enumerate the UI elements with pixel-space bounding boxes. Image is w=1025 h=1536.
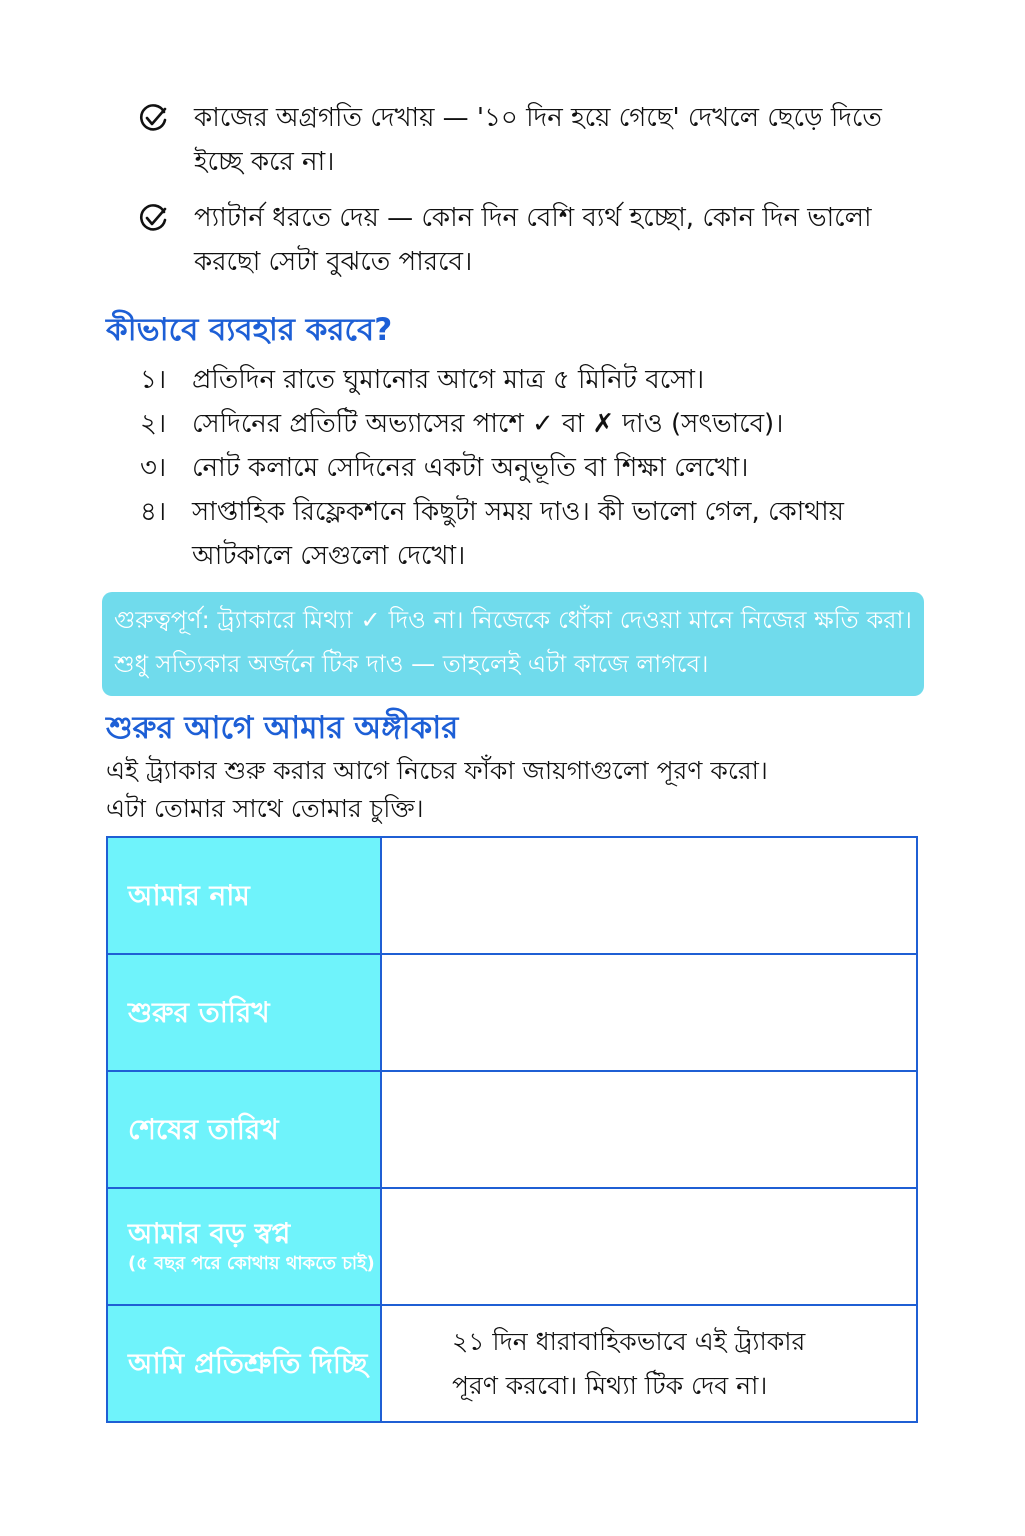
step-number: ৩।: [140, 453, 167, 483]
promise-text-line: পূরণ করবো। মিথ্যা টিক দেব না।: [452, 1370, 768, 1400]
dream-field[interactable]: [381, 1188, 917, 1305]
end-date-label: শেষের তারিখ: [107, 1071, 381, 1188]
table-row: [107, 837, 917, 954]
usage-heading: কীভাবে ব্যবহার করবে?: [106, 312, 393, 348]
check-circle-icon: [138, 196, 194, 238]
list-item: [138, 96, 918, 184]
table-row: [107, 1188, 917, 1305]
step-text: সাপ্তাহিক রিফ্লেকশনে কিছুটা সময় দাও। কী ভালো গেল, কোথায় আটকালে সেগুলো দেখো।: [192, 497, 844, 571]
promise-text-line: ২১ দিন ধারাবাহিকভাবে এই ট্র্যাকার: [452, 1326, 806, 1356]
step-number: ২।: [140, 409, 167, 439]
name-label: আমার নাম: [107, 837, 381, 954]
table-row: [107, 1071, 917, 1188]
step-item: [140, 446, 920, 490]
pledge-intro: [106, 752, 926, 828]
promise-value-cell: [381, 1305, 917, 1422]
usage-steps: [140, 358, 920, 578]
name-field[interactable]: [381, 837, 917, 954]
dream-label-cell: [107, 1188, 381, 1305]
benefit-text: প্যাটার্ন ধরতে দেয় — কোন দিন বেশি ব্যর্থ হচ্ছো, কোন দিন ভালো করছো সেটা বুঝতে পারবে।: [194, 203, 872, 277]
check-circle-icon: [138, 96, 194, 138]
pledge-heading: শুরুর আগে আমার অঙ্গীকার: [106, 710, 459, 746]
start-date-label: শুরুর তারিখ: [107, 954, 381, 1071]
step-item: [140, 490, 920, 578]
step-number: ১।: [140, 365, 167, 395]
dream-label: আমার বড় স্বপ্ন: [128, 1216, 291, 1250]
start-date-field[interactable]: [381, 954, 917, 1071]
dream-sublabel: (৫ বছর পরে কোথায় থাকতে চাই): [128, 1252, 375, 1274]
benefit-text: কাজের অগ্রগতি দেখায় — '১০ দিন হয়ে গেছে' দেখলে ছেড়ে দিতে ইচ্ছে করে না।: [194, 103, 882, 177]
step-text: প্রতিদিন রাতে ঘুমানোর আগে মাত্র ৫ মিনিট বসো।: [192, 365, 705, 395]
intro-line: এই ট্র্যাকার শুরু করার আগে নিচের ফাঁকা জায়গাগুলো পূরণ করো।: [106, 756, 768, 785]
important-note-box: [102, 592, 924, 696]
step-text: নোট কলামে সেদিনের একটা অনুভূতি বা শিক্ষা লেখো।: [192, 453, 749, 483]
step-item: [140, 402, 920, 446]
pledge-table: [106, 836, 918, 1423]
step-text: সেদিনের প্রতিটি অভ্যাসের পাশে ✓ বা ✗ দাও (সৎভাবে)।: [192, 409, 784, 439]
step-item: [140, 358, 920, 402]
list-item: [138, 196, 918, 284]
table-row: [107, 1305, 917, 1422]
important-note-text: গুরুত্বপূর্ণ: ট্র্যাকারে মিথ্যা ✓ দিও না। নিজেকে ধোঁকা দেওয়া মানে নিজের ক্ষতি করা। শুধু সত্যিকার অর্জনে টিক দাও — তাহলেই এটা কাজে লাগবে।: [114, 606, 912, 678]
end-date-field[interactable]: [381, 1071, 917, 1188]
promise-label: আমি প্রতিশ্রুতি দিচ্ছি: [107, 1305, 381, 1422]
intro-line: এটা তোমার সাথে তোমার চুক্তি।: [106, 794, 424, 823]
table-row: [107, 954, 917, 1071]
step-number: ৪।: [140, 497, 167, 527]
benefit-list: [138, 96, 918, 296]
